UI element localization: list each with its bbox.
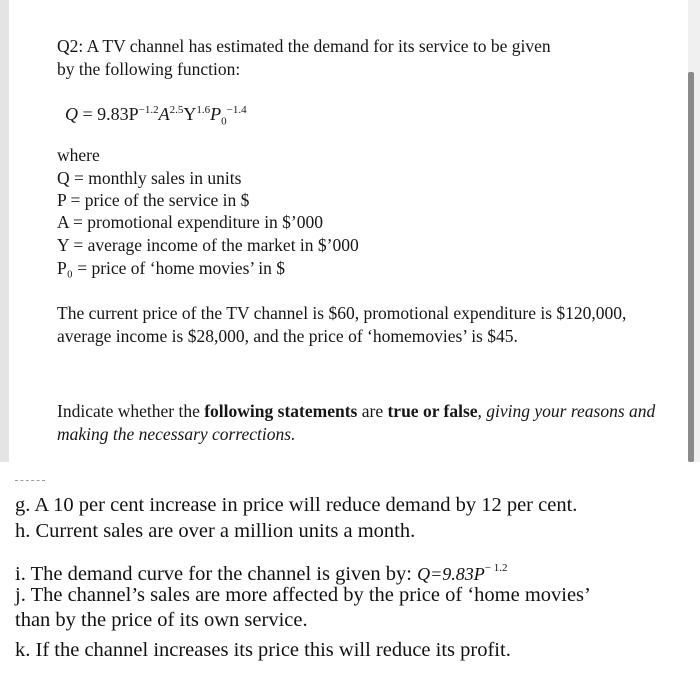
divider — [15, 480, 45, 481]
statement-g: g. A 10 per cent increase in price will reduce demand by 12 per cent. — [15, 494, 578, 516]
instruction-text: Indicate whether the — [57, 401, 205, 421]
instruction-bold-true-false: true or false — [387, 401, 478, 421]
definition-q: Q = monthly sales in units — [57, 168, 242, 188]
formula-a: A — [158, 104, 170, 124]
definition-y: Y = average income of the market in $’000 — [57, 235, 359, 255]
definition-a: A = promotional expenditure in $’000 — [57, 212, 324, 232]
statement-j-line1: j. The channel’s sales are more affected by the price of ‘home movies’ — [15, 584, 591, 606]
formula-y: Y — [183, 104, 197, 124]
current-values-paragraph: The current price of the TV channel is $60, promotional expenditure is $120,000, average income is $28,000, and the price of ‘homemovies’ is $45. — [57, 303, 627, 346]
formula-p0: P — [210, 104, 222, 124]
statement-i-exponent: − 1.2 — [484, 562, 508, 574]
formula-p0-sub: 0 — [221, 115, 227, 128]
where-label: where — [57, 145, 100, 165]
definition-p0: P₀ = price of ‘home movies’ in $ — [57, 258, 286, 278]
instruction-comma: , — [477, 401, 487, 421]
formula-a-exp: 2.5 — [169, 104, 184, 116]
demand-formula — [65, 104, 247, 128]
formula-y-exp: 1.6 — [196, 104, 211, 116]
statement-i-formula: Q=9.83P — [417, 564, 485, 584]
statement-i — [15, 556, 507, 586]
panel-left-border — [0, 0, 9, 462]
statement-j-line2: than by the price of its own service. — [15, 609, 308, 631]
instruction-bold-statements: following statements — [204, 401, 358, 421]
question-title-line2: by the following function: — [57, 59, 241, 79]
scrollbar[interactable] — [688, 72, 694, 462]
formula-p0-exp: −1.4 — [226, 104, 247, 116]
instruction-italic: giving your reasons and making the necessary corrections. — [57, 401, 656, 444]
statement-k: k. If the channel increases its price this will reduce its profit. — [15, 639, 511, 661]
definition-p: P = price of the service in $ — [57, 190, 250, 210]
instruction-paragraph — [57, 400, 657, 445]
formula-coef: = 9.83P — [82, 104, 139, 124]
statement-h: h. Current sales are over a million units a month. — [15, 520, 416, 542]
question-title-line1: Q2: A TV channel has estimated the demand for its service to be given — [57, 36, 551, 56]
formula-p-exp: −1.2 — [138, 104, 159, 116]
instruction-text-mid: are — [357, 401, 388, 421]
formula-lhs: Q — [65, 104, 78, 124]
statement-i-text: i. The demand curve for the channel is given by: — [15, 563, 418, 585]
